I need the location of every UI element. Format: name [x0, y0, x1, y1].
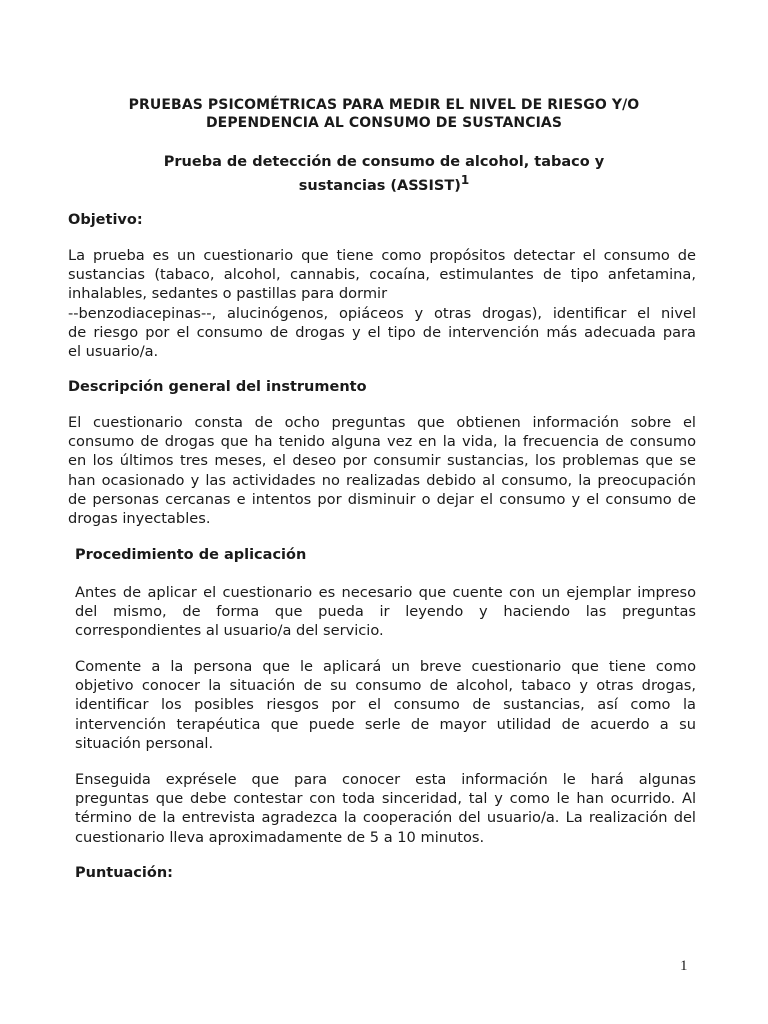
procedimiento-line: Enseguida exprésele que para conocer esta información le hará algunas: [75, 771, 696, 788]
procedimiento-line: objetivo conocer la situación de su consumo de alcohol, tabaco y otras drogas,: [75, 677, 696, 695]
objetivo-line: de riesgo por el consumo de drogas y el tipo de intervención más adecuada para: [68, 323, 696, 341]
objetivo-line: inhalables, sedantes o pastillas para dormir: [68, 285, 388, 303]
descripcion-heading: Descripción general del instrumento: [68, 379, 367, 395]
procedimiento-line: Antes de aplicar el cuestionario es necesario que cuente con un ejemplar impreso: [75, 584, 696, 601]
page-number: 1: [680, 958, 688, 974]
procedimiento-line: situación personal.: [75, 734, 214, 752]
objetivo-paragraph: [68, 246, 696, 361]
procedimiento-line: preguntas que debe contestar con toda sinceridad, tal y como le han ocurrido. Al: [75, 790, 696, 808]
procedimiento-line: identificar los posibles riesgos por el consumo de sustancias, así como la: [75, 696, 696, 714]
procedimiento-paragraph-3: [75, 770, 696, 847]
procedimiento-heading: Procedimiento de aplicación: [75, 547, 307, 563]
procedimiento-line: cuestionario lleva aproximadamente de 5 a 10 minutos.: [75, 828, 485, 846]
objetivo-line: el usuario/a.: [68, 343, 159, 361]
objetivo-line: La prueba es un cuestionario que tiene como propósitos detectar el consumo de: [68, 247, 696, 264]
procedimiento-line: correspondientes al usuario/a del servicio.: [75, 622, 384, 640]
puntuacion-heading: Puntuación:: [75, 865, 173, 881]
descripcion-line: en los últimos tres meses, el deseo por consumir sustancias, los problemas que se: [68, 452, 696, 470]
title-line-2: DEPENDENCIA AL CONSUMO DE SUSTANCIAS: [205, 115, 563, 131]
subtitle-line-1: Prueba de detección de consumo de alcohol, tabaco y: [163, 154, 605, 170]
descripcion-line: El cuestionario consta de ocho preguntas que obtienen información sobre el: [68, 414, 696, 431]
descripcion-line: de personas cercanas e intentos por disminuir o dejar el consumo y el consumo de: [68, 490, 696, 508]
subtitle-line-2-text: sustancias (ASSIST): [298, 178, 461, 194]
procedimiento-line: término de la entrevista agradezca la cooperación del usuario/a. La realización del: [75, 809, 696, 827]
footnote-mark: 1: [460, 173, 470, 187]
descripcion-line: han ocasionado y las actividades no realizadas debido al consumo, la preocupación: [68, 471, 696, 489]
descripcion-line: drogas inyectables.: [68, 510, 211, 528]
procedimiento-line: intervención terapéutica que puede serle de mayor utilidad de acuerdo a su: [75, 715, 696, 733]
objetivo-line: --benzodiacepinas--, alucinógenos, opiáceos y otras drogas), identificar el nivel: [68, 304, 696, 322]
objetivo-line: sustancias (tabaco, alcohol, cannabis, cocaína, estimulantes de tipo anfetamina,: [68, 266, 696, 284]
procedimiento-paragraph-1: [75, 583, 696, 641]
document-subtitle: [60, 150, 708, 198]
procedimiento-line: Comente a la persona que le aplicará un breve cuestionario que tiene como: [75, 658, 696, 675]
document-title: [60, 96, 708, 132]
procedimiento-line: del mismo, de forma que pueda ir leyendo y haciendo las preguntas: [75, 603, 696, 621]
descripcion-line: consumo de drogas que ha tenido alguna vez en la vida, la frecuencia de consumo: [68, 433, 696, 451]
objetivo-heading: Objetivo:: [68, 212, 143, 228]
title-line-1: PRUEBAS PSICOMÉTRICAS PARA MEDIR EL NIVEL DE RIESGO Y/O: [128, 97, 640, 113]
procedimiento-paragraph-2: [75, 657, 696, 753]
descripcion-paragraph: [68, 413, 696, 528]
subtitle-line-2: [60, 174, 708, 198]
